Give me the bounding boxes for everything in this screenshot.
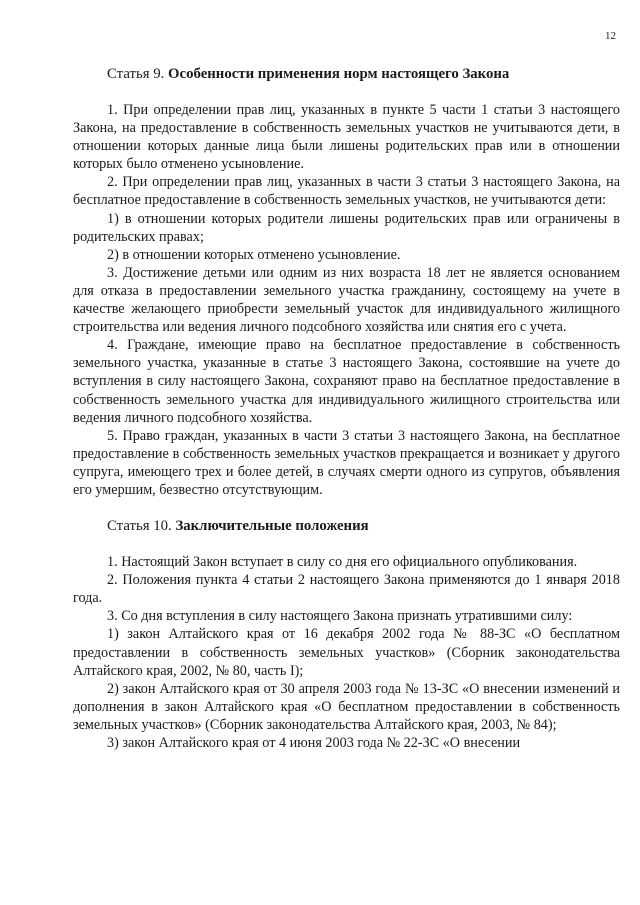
article-9-paragraph-5: 5. Право граждан, указанных в части 3 статьи 3 настоящего Закона, на бесплатное предоставление в собственность земельных участков прекращается и возникает у другого супруга, имеющего трех и более детей, в случаях смерти одного из супругов, объявления его умершим, безвестно отсутствующим.	[73, 427, 620, 498]
article-10-label: Статья 10.	[107, 518, 172, 535]
article-10-paragraph-1: 1. Настоящий Закон вступает в силу со дня его официального опубликования.	[107, 554, 578, 571]
article-10-paragraph-3-item-3: 3) закон Алтайского края от 4 июня 2003 года № 22-ЗС «О внесении	[107, 735, 521, 751]
article-9-paragraph-2-item-1: 1) в отношении которых родители лишены родительских прав или ограничены в родительских правах;	[73, 210, 620, 245]
article-9-paragraph-2: 2. При определении прав лиц, указанных в части 3 статьи 3 настоящего Закона, на бесплатное предоставление в собственность земельных участков, не учитываются дети:	[73, 174, 620, 209]
article-10-paragraph-2: 2. Положения пункта 4 статьи 2 настоящего Закона применяются до 1 января 2018 года.	[73, 572, 620, 607]
article-10-paragraph-3: 3. Со дня вступления в силу настоящего Закона признать утратившими силу:	[107, 608, 573, 625]
article-9-title: Особенности применения норм настоящего Закона	[168, 66, 510, 82]
article-10-paragraph-3-item-1: 1) закон Алтайского края от 16 декабря 2002 года № 88-ЗС «О бесплатном предоставлении в собственность земельных участков» (Сборник законодательства Алтайского края, 2002, № 80, часть I);	[73, 626, 620, 679]
article-9-paragraph-1: 1. При определении прав лиц, указанных в пункте 5 части 1 статьи 3 настоящего Закона, на предоставление в собственность земельных участков не учитываются дети, в отношении которых данные лица были лишены родительских прав или в отношении которых было отменено усыновление.	[73, 102, 620, 173]
page-number: 12	[605, 30, 616, 42]
article-9-paragraph-2-item-2: 2) в отношении которых отменено усыновление.	[107, 246, 401, 263]
article-10-heading	[73, 517, 620, 535]
document-body	[73, 65, 620, 752]
article-10-paragraph-3-item-2: 2) закон Алтайского края от 30 апреля 2003 года № 13-ЗС «О внесении изменений и дополнения в закон Алтайского края «О бесплатном предоставлении в собственность земельных участков» (Сборник законодательства Алтайского края, 2003, № 84);	[73, 680, 620, 733]
article-9-label: Статья 9.	[107, 66, 165, 82]
article-9-paragraph-4: 4. Граждане, имеющие право на бесплатное предоставление в собственность земельного участка, указанные в статье 3 настоящего Закона, состоявшие на учете до вступления в силу настоящего Закона, сохраняют право на бесплатное предоставление в собственность земельного участка для индивидуального жилищного строительства или ведения личного подсобного хозяйства.	[73, 337, 620, 426]
article-10-title: Заключительные положения	[175, 518, 369, 535]
article-9-paragraph-3: 3. Достижение детьми или одним из них возраста 18 лет не является основанием для отказа в предоставлении земельного участка гражданину, состоящему на учете в качестве желающего приобрести земельный участок для индивидуального жилищного строительства или ведения личного подсобного хозяйства или снятия его с учета.	[73, 264, 620, 336]
article-9-heading	[73, 65, 620, 83]
